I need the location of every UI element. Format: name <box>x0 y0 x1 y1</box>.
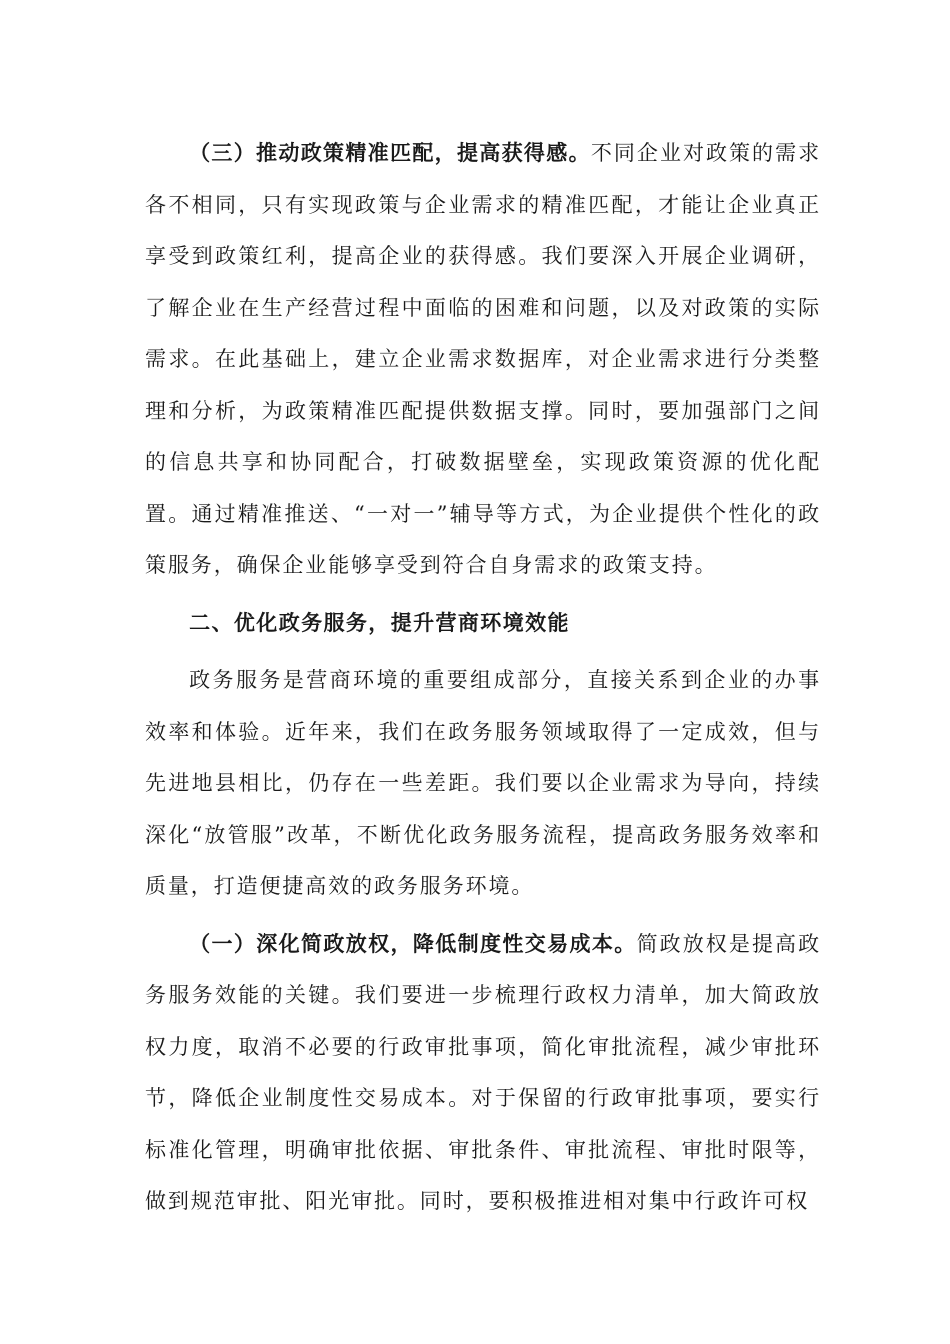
document-body <box>145 128 821 1228</box>
paragraph-government-services: 政务服务是营商环境的重要组成部分，直接关系到企业的办事效率和体验。近年来，我们在政务服务领域取得了一定成效，但与先进地县相比，仍存在一些差距。我们要以企业需求为导向，持续深化“放管服”改革，不断优化政务服务流程，提高政务服务效率和质量，打造便捷高效的政务服务环境。 <box>145 668 821 898</box>
paragraph-policy-matching <box>145 128 821 592</box>
paragraph-streamline-administration <box>145 919 821 1228</box>
paragraph-text: 简政放权是提高政务服务效能的关键。我们要进一步梳理行政权力清单，加大简政放权力度，取消不必要的行政审批事项，简化审批流程，减少审批环节，降低企业制度性交易成本。对于保留的行政审批事项，要实行标准化管理，明确审批依据、审批条件、审批流程、审批时限等，做到规范审批、阳光审批。同时，要积极推进相对集中行政许可权 <box>145 931 821 1213</box>
paragraph-lead-heading: （一）深化简政放权，降低制度性交易成本。 <box>189 931 637 956</box>
paragraph-lead-heading: （三）推动政策精准匹配，提高获得感。 <box>189 141 591 165</box>
paragraph-text: 不同企业对政策的需求各不相同，只有实现政策与企业需求的精准匹配，才能让企业真正享受到政策红利，提高企业的获得感。我们要深入开展企业调研，了解企业在生产经营过程中面临的困难和问题，以及对政策的实际需求。在此基础上，建立企业需求数据库，对企业需求进行分类整理和分析，为政策精准匹配提供数据支撑。同时，要加强部门之间的信息共享和协同配合，打破数据壁垒，实现政策资源的优化配置。通过精准推送、“一对一”辅导等方式，为企业提供个性化的政策服务，确保企业能够享受到符合自身需求的政策支持。 <box>145 141 821 577</box>
section-heading: 二、优化政务服务，提升营商环境效能 <box>189 610 570 635</box>
